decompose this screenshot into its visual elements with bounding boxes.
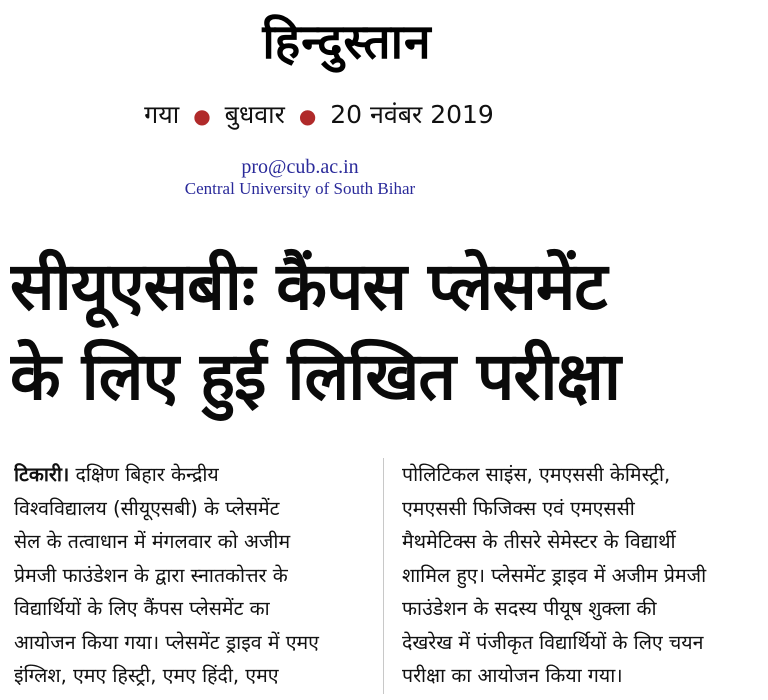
article-line <box>14 458 366 492</box>
article-line: शामिल हुए। प्लेसमेंट ड्राइव में अजीम प्रेमजी <box>402 563 707 587</box>
article-line: पोलिटिकल साइंस, एमएससी केमिस्ट्री, <box>402 463 671 486</box>
newspaper-masthead: हिन्दुस्तान <box>262 14 432 70</box>
dateline-city: गया <box>144 100 180 129</box>
column-divider <box>383 458 384 694</box>
article-line: इंग्लिश, एमए हिस्ट्री, एमए हिंदी, एमए <box>14 664 279 687</box>
headline-line: के लिए हुई लिखित परीक्षा <box>10 338 620 415</box>
article-text: दक्षिण बिहार केन्द्रीय <box>69 463 219 486</box>
contact-email: pro@cub.ac.in <box>241 156 359 178</box>
article-line: एमएससी फिजिक्स एवं एमएससी <box>402 496 635 520</box>
article-line: प्रेमजी फाउंडेशन के द्वारा स्नातकोत्तर के <box>14 563 288 587</box>
bullet-dot-icon: ● <box>193 104 211 128</box>
article-line: मैथमेटिक्स के तीसरे सेमेस्टर के विद्यार्थी <box>402 530 676 553</box>
dateline-day: बुधवार <box>224 100 285 129</box>
dateline-date: 20 नवंबर 2019 <box>330 100 494 129</box>
institution-name: Central University of South Bihar <box>184 179 416 198</box>
contact-block <box>130 156 470 200</box>
article-column-left <box>14 458 366 693</box>
article-line: आयोजन किया गया। प्लेसमेंट ड्राइव में एमए <box>14 630 319 654</box>
dateline <box>0 98 638 133</box>
article-column-right <box>402 458 748 693</box>
article-line: विश्वविद्यालय (सीयूएसबी) के प्लेसमेंट <box>14 496 280 520</box>
article-place: टिकारी। <box>14 463 70 486</box>
article-headline <box>10 242 758 422</box>
article-line: देखरेख में पंजीकृत विद्यार्थियों के लिए चयन <box>402 630 704 654</box>
bullet-dot-icon: ● <box>298 104 317 128</box>
article-line: विद्यार्थियों के लिए कैंपस प्लेसमेंट का <box>14 597 270 620</box>
article-line: परीक्षा का आयोजन किया गया। <box>402 664 623 687</box>
article-line: फाउंडेशन के सदस्य पीयूष शुक्ला की <box>402 597 657 620</box>
article-line: सेल के तत्वाधान में मंगलवार को अजीम <box>14 530 291 553</box>
headline-line: सीयूएसबीः कैंपस प्लेसमेंट <box>10 248 607 325</box>
